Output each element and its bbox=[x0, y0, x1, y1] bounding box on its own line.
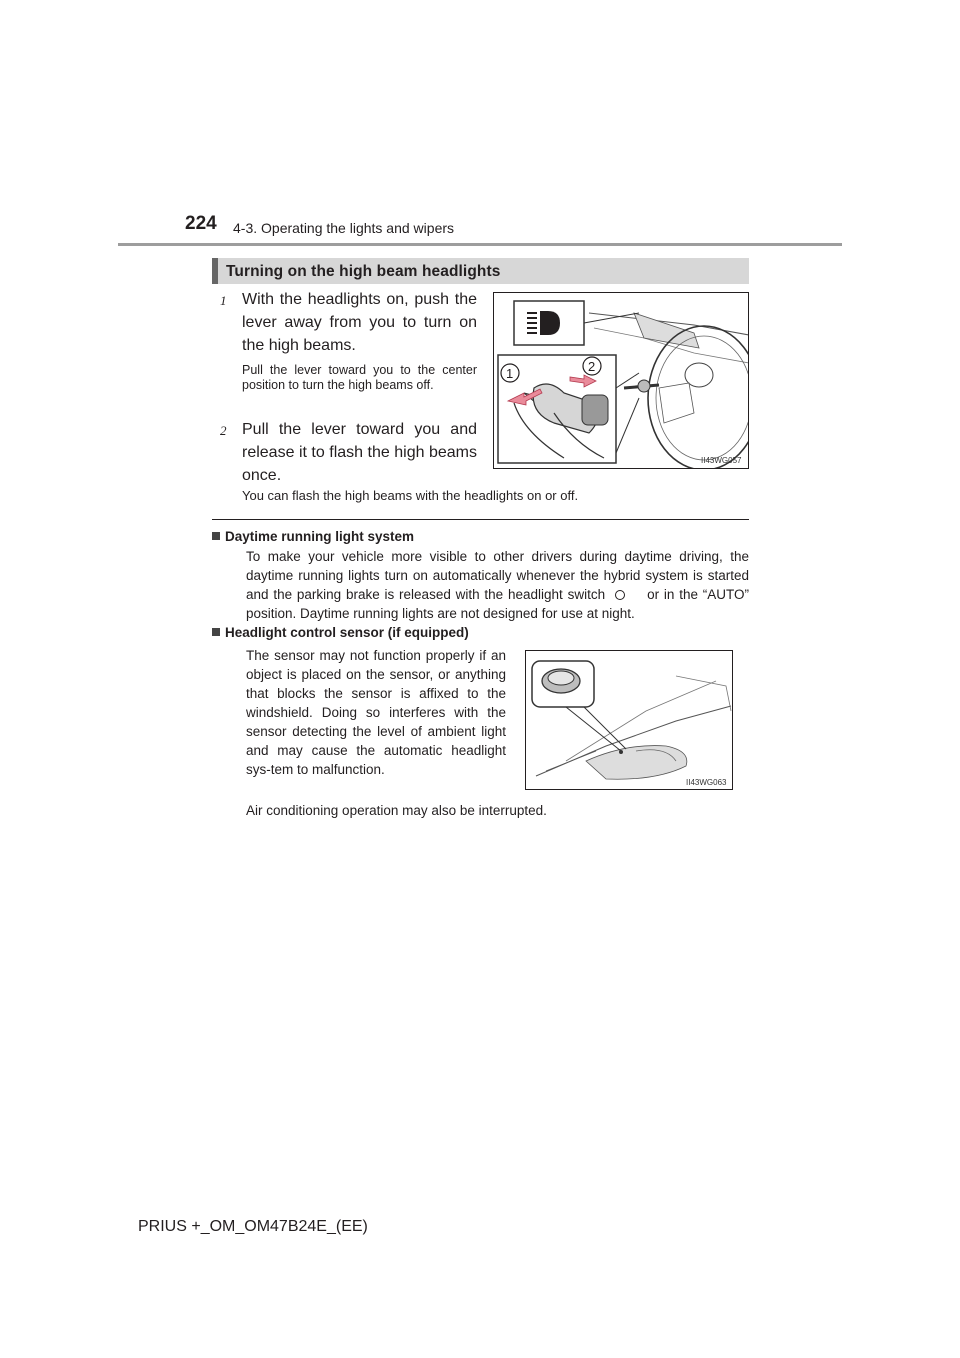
step-1-number: 1 bbox=[220, 293, 227, 308]
sensor-heading: Headlight control sensor (if equipped) bbox=[225, 625, 469, 640]
document-id: PRIUS +_OM_OM47B24E_(EE) bbox=[138, 1218, 368, 1235]
header-divider bbox=[118, 243, 842, 246]
step-2-text: Pull the lever toward you and release it to flash the high beams once. bbox=[242, 421, 477, 484]
sensor-note: Air conditioning operation may also be interrupted. bbox=[246, 803, 547, 818]
light-sensor-icon bbox=[542, 669, 580, 693]
sensor-heading-row bbox=[212, 626, 469, 640]
high-beam-heading-bar bbox=[212, 258, 749, 284]
callout-1: 1 bbox=[506, 366, 514, 381]
lever-illustration-drawing bbox=[494, 293, 749, 469]
figure-code: II43WG063 bbox=[686, 778, 727, 787]
drl-paragraph bbox=[246, 547, 749, 623]
step-2-number: 2 bbox=[220, 423, 227, 438]
high-beam-heading: Turning on the high beam headlights bbox=[226, 263, 501, 280]
parking-light-icon bbox=[615, 590, 625, 600]
page-number: 224 bbox=[185, 213, 217, 234]
callout-2: 2 bbox=[588, 359, 596, 374]
step-1-note: Pull the lever toward you to the center position to turn the high beams off. bbox=[242, 363, 477, 392]
drl-heading-row bbox=[212, 530, 414, 544]
heading-marker bbox=[212, 258, 218, 284]
lever-illustration bbox=[493, 292, 749, 469]
sensor-illustration-drawing bbox=[526, 651, 733, 790]
section-title: 4-3. Operating the lights and wipers bbox=[233, 220, 455, 236]
sensor-illustration bbox=[525, 650, 733, 790]
sensor-text: The sensor may not function properly if an object is placed on the sensor, or anything that blocks the sensor is affixed to the windshield. Doing so interferes with the sensor detecting the level of ambient light and may cause the automatic headlight sys-tem to malfunction. bbox=[246, 648, 506, 777]
drl-text-before-icon: To make your vehicle more visible to other drivers during daytime driving, the daytime running lights turn on automatically whenever the hybrid system is started and the parking brake is released with the headlight switch bbox=[246, 549, 749, 602]
step-2-note: You can flash the high beams with the headlights on or off. bbox=[242, 488, 579, 503]
bullet-square-icon bbox=[212, 628, 220, 636]
section-divider bbox=[212, 519, 749, 520]
drl-heading: Daytime running light system bbox=[225, 529, 415, 544]
drl-text-after-icon: or in the “AUTO” position. Daytime running lights are not designed for use at night. bbox=[246, 587, 749, 621]
bullet-square-icon bbox=[212, 532, 220, 540]
figure-code: II43WG057 bbox=[701, 456, 742, 465]
step-1-text: With the headlights on, push the lever away from you to turn on the high beams. bbox=[242, 291, 477, 354]
